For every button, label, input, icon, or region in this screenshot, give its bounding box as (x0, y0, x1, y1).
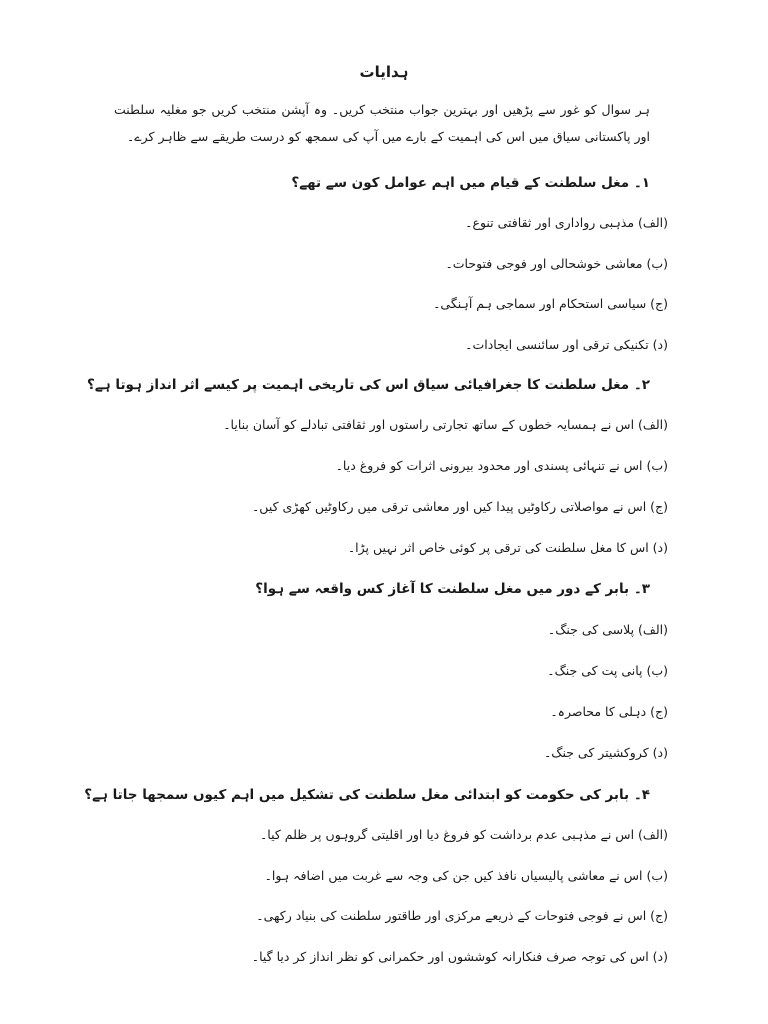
page-title: ہدایات (359, 63, 409, 81)
instructions-paragraph: ہر سوال کو غور سے پڑھیں اور بہترین جواب منتخب کریں۔ وہ آپشن منتخب کریں جو مغلیہ سلطنت اور پاکستانی سیاق میں اس کی اہمیت کے بارے میں آپ کی سمجھ کو درست طریقے سے ظاہر کرے۔ (114, 102, 650, 144)
question-4: ۴۔ بابر کی حکومت کو ابتدائی مغل سلطنت کی تشکیل میں اہم کیوں سمجھا جاتا ہے؟ (84, 787, 650, 803)
question-3: ۳۔ بابر کے دور میں مغل سلطنت کا آغاز کس واقعہ سے ہوا؟ (255, 581, 650, 597)
question-2-option-a: (الف) اس نے ہمسایہ خطوں کے ساتھ تجارتی راستوں اور ثقافتی تبادلے کو آسان بنایا۔ (223, 417, 668, 432)
question-2-option-c: (ج) اس نے مواصلاتی رکاوٹیں پیدا کیں اور معاشی ترقی میں رکاوٹیں کھڑی کیں۔ (251, 499, 668, 514)
question-2-option-d: (د) اس کا مغل سلطنت کی ترقی پر کوئی خاص اثر نہیں پڑا۔ (347, 540, 668, 555)
question-2-option-b: (ب) اس نے تنہائی پسندی اور محدود بیرونی اثرات کو فروغ دیا۔ (335, 458, 668, 473)
question-1-option-d: (د) تکنیکی ترقی اور سائنسی ایجادات۔ (465, 337, 668, 352)
question-3-option-b: (ب) پانی پت کی جنگ۔ (547, 663, 668, 678)
question-4-option-b: (ب) اس نے معاشی پالیسیاں نافذ کیں جن کی وجہ سے غربت میں اضافہ ہوا۔ (264, 868, 668, 883)
question-4-option-a: (الف) اس نے مذہبی عدم برداشت کو فروغ دیا اور اقلیتی گروہوں پر ظلم کیا۔ (259, 827, 668, 842)
question-4-option-d: (د) اس کی توجہ صرف فنکارانہ کوششوں اور حکمرانی کو نظر انداز کر دیا گیا۔ (251, 949, 668, 964)
question-1: ۱۔ مغل سلطنت کے قیام میں اہم عوامل کون سے تھے؟ (291, 175, 650, 191)
question-3-option-c: (ج) دہلی کا محاصرہ۔ (550, 704, 668, 719)
question-3-option-d: (د) کروکشیتر کی جنگ۔ (543, 745, 668, 760)
question-4-option-c: (ج) اس نے فوجی فتوحات کے ذریعے مرکزی اور طاقتور سلطنت کی بنیاد رکھی۔ (256, 908, 668, 923)
question-2: ۲۔ مغل سلطنت کا جغرافیائی سیاق اس کی تاریخی اہمیت پر کیسے اثر انداز ہوتا ہے؟ (87, 377, 650, 393)
question-1-option-b: (ب) معاشی خوشحالی اور فوجی فتوحات۔ (445, 256, 668, 271)
question-1-option-a: (الف) مذہبی رواداری اور ثقافتی تنوع۔ (465, 215, 668, 230)
question-3-option-a: (الف) پلاسی کی جنگ۔ (547, 622, 668, 637)
question-1-option-c: (ج) سیاسی استحکام اور سماجی ہم آہنگی۔ (433, 296, 668, 311)
